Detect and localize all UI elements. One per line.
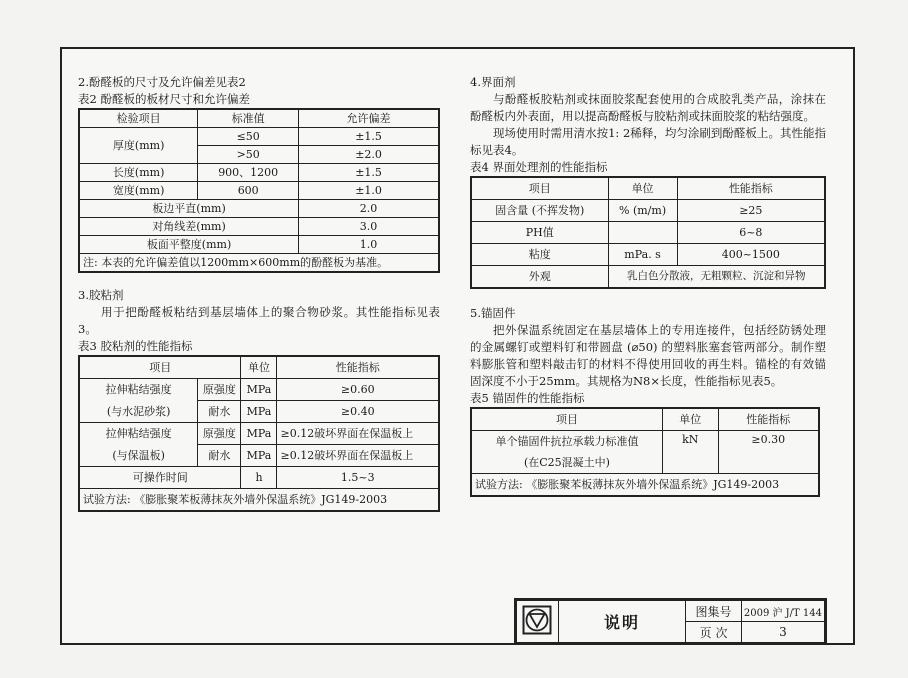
test-method-note: 试验方法: 《膨胀聚苯板薄抹灰外墙外保温系统》JG149-2003 [79,489,439,512]
atlas-number-label: 图集号 [686,601,742,622]
table-cell: 外观 [471,266,608,289]
table-cell: MPa [241,445,277,467]
table-header: 项目 [79,356,241,379]
table-cell: 板边平直(mm) [79,200,299,218]
left-column [78,74,440,512]
table-row [517,601,825,622]
table-header: 检验项目 [79,109,198,128]
table-cell: ±1.5 [299,128,439,146]
table-2-caption: 表2 酚醛板的板材尺寸和允许偏差 [78,92,250,106]
table-cell: (在C25混凝土中) [471,452,662,474]
table-cell: ±1.5 [299,164,439,182]
table-cell: 原强度 [198,423,241,445]
table-row [79,236,439,254]
table-cell: 固含量 (不挥发物) [471,200,608,222]
table-row [471,200,825,222]
table-note: 注: 本表的允许偏差值以1200mm×600mm的酚醛板为基准。 [79,254,439,273]
table-row [79,182,439,200]
table-cell: ≥0.12破坏界面在保温板上 [277,445,439,467]
table-cell: ≥25 [677,200,825,222]
atlas-number-value: 2009 沪 J/T 144 [741,601,824,622]
table-row [79,423,439,445]
table-cell: 宽度(mm) [79,182,198,200]
table-cell: ≥0.60 [277,379,439,401]
table-cell: 长度(mm) [79,164,198,182]
table-4 [470,176,826,289]
table-cell: 可操作时间 [79,467,241,489]
table-cell: 3.0 [299,218,439,236]
table-cell: 拉伸粘结强度 [79,379,198,401]
table-row [79,489,439,512]
test-method-note: 试验方法: 《膨胀聚苯板薄抹灰外墙外保温系统》JG149-2003 [471,474,819,497]
title-block-table [516,600,825,643]
section-4-heading: 4.界面剂 [470,75,516,89]
table-cell: 2.0 [299,200,439,218]
table-row [79,200,439,218]
table-row [79,218,439,236]
table-header: 允许偏差 [299,109,439,128]
table-cell: MPa [241,423,277,445]
table-row [79,379,439,401]
section-2-heading: 2.酚醛板的尺寸及允许偏差见表2 [78,75,246,89]
table-3 [78,355,440,512]
table-cell: 6~8 [677,222,825,244]
table-row [471,408,819,431]
table-cell: 1.0 [299,236,439,254]
table-row [79,164,439,182]
right-column [470,74,826,497]
table-cell: 板面平整度(mm) [79,236,299,254]
table-cell: (与水泥砂浆) [79,401,198,423]
table-cell: kN [662,431,718,474]
table-header: 项目 [471,408,662,431]
table-cell: MPa [241,401,277,423]
table-cell: ≥0.12破坏界面在保温板上 [277,423,439,445]
table-cell: ±1.0 [299,182,439,200]
table-row [471,474,819,497]
table-header: 项目 [471,177,608,200]
table-cell: 耐水 [198,401,241,423]
table-row [471,222,825,244]
page-number-label: 页 次 [686,622,742,643]
title-block [514,598,827,643]
table-cell: 厚度(mm) [79,128,198,164]
table-header: 标准值 [198,109,299,128]
table-4-caption: 表4 界面处理剂的性能指标 [470,160,608,174]
table-cell: (与保温板) [79,445,198,467]
section-4-paragraph-2: 现场使用时需用清水按1: 2稀释，均匀涂刷到酚醛板上。其性能指标见表4。 [470,126,826,157]
table-row [471,177,825,200]
table-5 [470,407,820,497]
table-cell: ≤50 [198,128,299,146]
table-header: 单位 [662,408,718,431]
table-row [471,266,825,289]
table-header: 性能指标 [677,177,825,200]
table-2 [78,108,440,273]
table-cell: 乳白色分散液，无粗颗粒、沉淀和异物 [608,266,825,289]
section-3-paragraph: 用于把酚醛板粘结到基层墙体上的聚合物砂浆。其性能指标见表3。 [78,305,440,336]
table-cell: MPa [241,379,277,401]
table-header: 性能指标 [718,408,819,431]
table-cell: % (m/m) [608,200,677,222]
table-3-caption: 表3 胶粘剂的性能指标 [78,339,193,353]
table-cell: 粘度 [471,244,608,266]
table-row [79,128,439,146]
table-cell: 耐水 [198,445,241,467]
table-cell: ≥0.40 [277,401,439,423]
section-3-heading: 3.胶粘剂 [78,288,124,302]
table-header: 单位 [241,356,277,379]
table-row [471,431,819,453]
table-row [79,401,439,423]
page-number-value: 3 [741,622,824,643]
section-5-paragraph: 把外保温系统固定在基层墙体上的专用连接件，包括经防锈处理的金属螺钉或塑料钉和带圆盘 (⌀50) 的塑料胀塞套管两部分。制作塑料膨胀管和塑料敲击钉的材料不得使用回收的再生料。锚栓的有效锚固深度不小于25mm。其规格为N8×长度，性能指标见表5。 [470,323,826,388]
table-cell: 拉伸粘结强度 [79,423,198,445]
table-cell: ±2.0 [299,146,439,164]
institute-logo-icon [522,605,552,635]
table-row [471,244,825,266]
table-cell: mPa. s [608,244,677,266]
table-header: 性能指标 [277,356,439,379]
section-5-heading: 5.锚固件 [470,306,516,320]
table-cell: 1.5~3 [277,467,439,489]
table-cell: 600 [198,182,299,200]
sheet-title: 说明 [558,601,686,643]
table-cell: 400~1500 [677,244,825,266]
table-cell: ≥0.30 [718,431,819,474]
table-5-caption: 表5 锚固件的性能指标 [470,391,585,405]
table-row [79,254,439,273]
table-cell [608,222,677,244]
table-cell: 对角线差(mm) [79,218,299,236]
table-header: 单位 [608,177,677,200]
table-cell: >50 [198,146,299,164]
table-cell: 900、1200 [198,164,299,182]
table-row [79,109,439,128]
table-row [79,356,439,379]
logo-cell [517,601,559,643]
table-cell: 单个锚固件抗拉承载力标准值 [471,431,662,453]
table-row [79,467,439,489]
table-cell: PH值 [471,222,608,244]
table-row [79,445,439,467]
table-cell: 原强度 [198,379,241,401]
section-4-paragraph-1: 与酚醛板胶粘剂或抹面胶浆配套使用的合成胶乳类产品，涂抹在酚醛板内外表面，用以提高酚醛板与胶粘剂或抹面胶浆的粘结强度。 [470,92,826,123]
table-cell: h [241,467,277,489]
